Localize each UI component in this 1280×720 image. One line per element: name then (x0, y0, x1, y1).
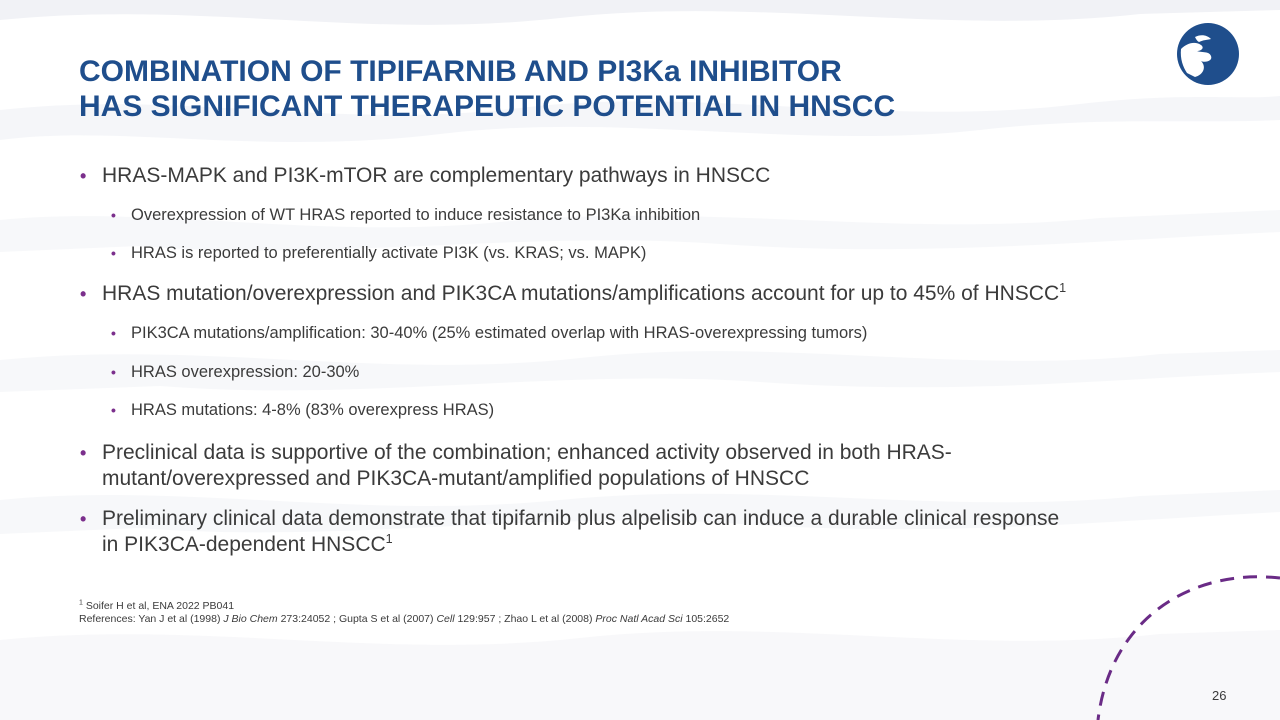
bullet-l2 (111, 399, 495, 421)
bullet-l2 (111, 204, 701, 226)
footnote-marker: 1 (79, 599, 83, 607)
reference-journal: Cell (436, 613, 455, 625)
bullet-l2 (111, 242, 647, 264)
bullet-marker: • (111, 325, 116, 341)
bullet-marker: • (111, 402, 116, 418)
bullet-l1 (80, 506, 1060, 558)
bullet-marker: • (111, 245, 116, 261)
bullet-marker: • (111, 364, 116, 380)
slide-title-line-2: HAS SIGNIFICANT THERAPEUTIC POTENTIAL IN HNSCC (79, 90, 896, 123)
bullet-text-line-2: in PIK3CA-dependent HNSCC (102, 533, 386, 556)
bullet-text: HRAS-MAPK and PI3K-mTOR are complementary pathways in HNSCC (102, 164, 771, 187)
bullet-l2 (111, 361, 360, 383)
slide-title-line-1: COMBINATION OF TIPIFARNIB AND PI3Ka INHIBITOR (79, 55, 842, 88)
bullet-l1 (80, 163, 771, 189)
bullet-l1 (80, 440, 952, 492)
reference-journal: J Bio Chem (223, 613, 278, 625)
bullet-marker: • (111, 207, 116, 223)
bullet-text: PIK3CA mutations/amplification: 30-40% (25% estimated overlap with HRAS-overexpressing tumors) (131, 324, 868, 342)
bullet-marker: • (80, 284, 87, 304)
reference-journal: Proc Natl Acad Sci (595, 613, 683, 625)
page-number: 26 (1212, 688, 1227, 703)
bullet-l1 (80, 281, 1067, 307)
bullet-text: HRAS overexpression: 20-30% (131, 363, 360, 381)
bullet-superscript: 1 (1059, 281, 1067, 295)
bullet-marker: • (80, 509, 87, 529)
footnote (79, 600, 234, 613)
footnote-text: Soifer H et al, ENA 2022 PB041 (82, 600, 235, 612)
bullet-text-line-1: Preclinical data is supportive of the combination; enhanced activity observed in both HRAS- (102, 441, 952, 464)
references (79, 613, 729, 626)
bullet-text-line-2: mutant/overexpressed and PIK3CA-mutant/amplified populations of HNSCC (102, 467, 810, 490)
reference-detail: 129:957 ; Zhao L et al (2008) (454, 613, 596, 625)
references-prefix: References: Yan J et al (1998) (79, 613, 224, 625)
bullet-l2 (111, 322, 868, 344)
bullet-text-line-1: Preliminary clinical data demonstrate that tipifarnib plus alpelisib can induce a durable clinical response (102, 507, 1060, 530)
bullet-marker: • (80, 166, 87, 186)
reference-detail: 273:24052 ; Gupta S et al (2007) (277, 613, 437, 625)
bullet-text: HRAS mutations: 4-8% (83% overexpress HRAS) (131, 401, 495, 419)
bullet-text: HRAS is reported to preferentially activate PI3K (vs. KRAS; vs. MAPK) (131, 244, 647, 262)
bullet-text: HRAS mutation/overexpression and PIK3CA mutations/amplifications account for up to 45% of HNSCC (102, 282, 1060, 305)
bullet-text: Overexpression of WT HRAS reported to induce resistance to PI3Ka inhibition (131, 206, 701, 224)
reference-detail: 105:2652 (682, 613, 730, 625)
bullet-marker: • (80, 443, 87, 463)
bullet-superscript: 1 (385, 532, 393, 546)
